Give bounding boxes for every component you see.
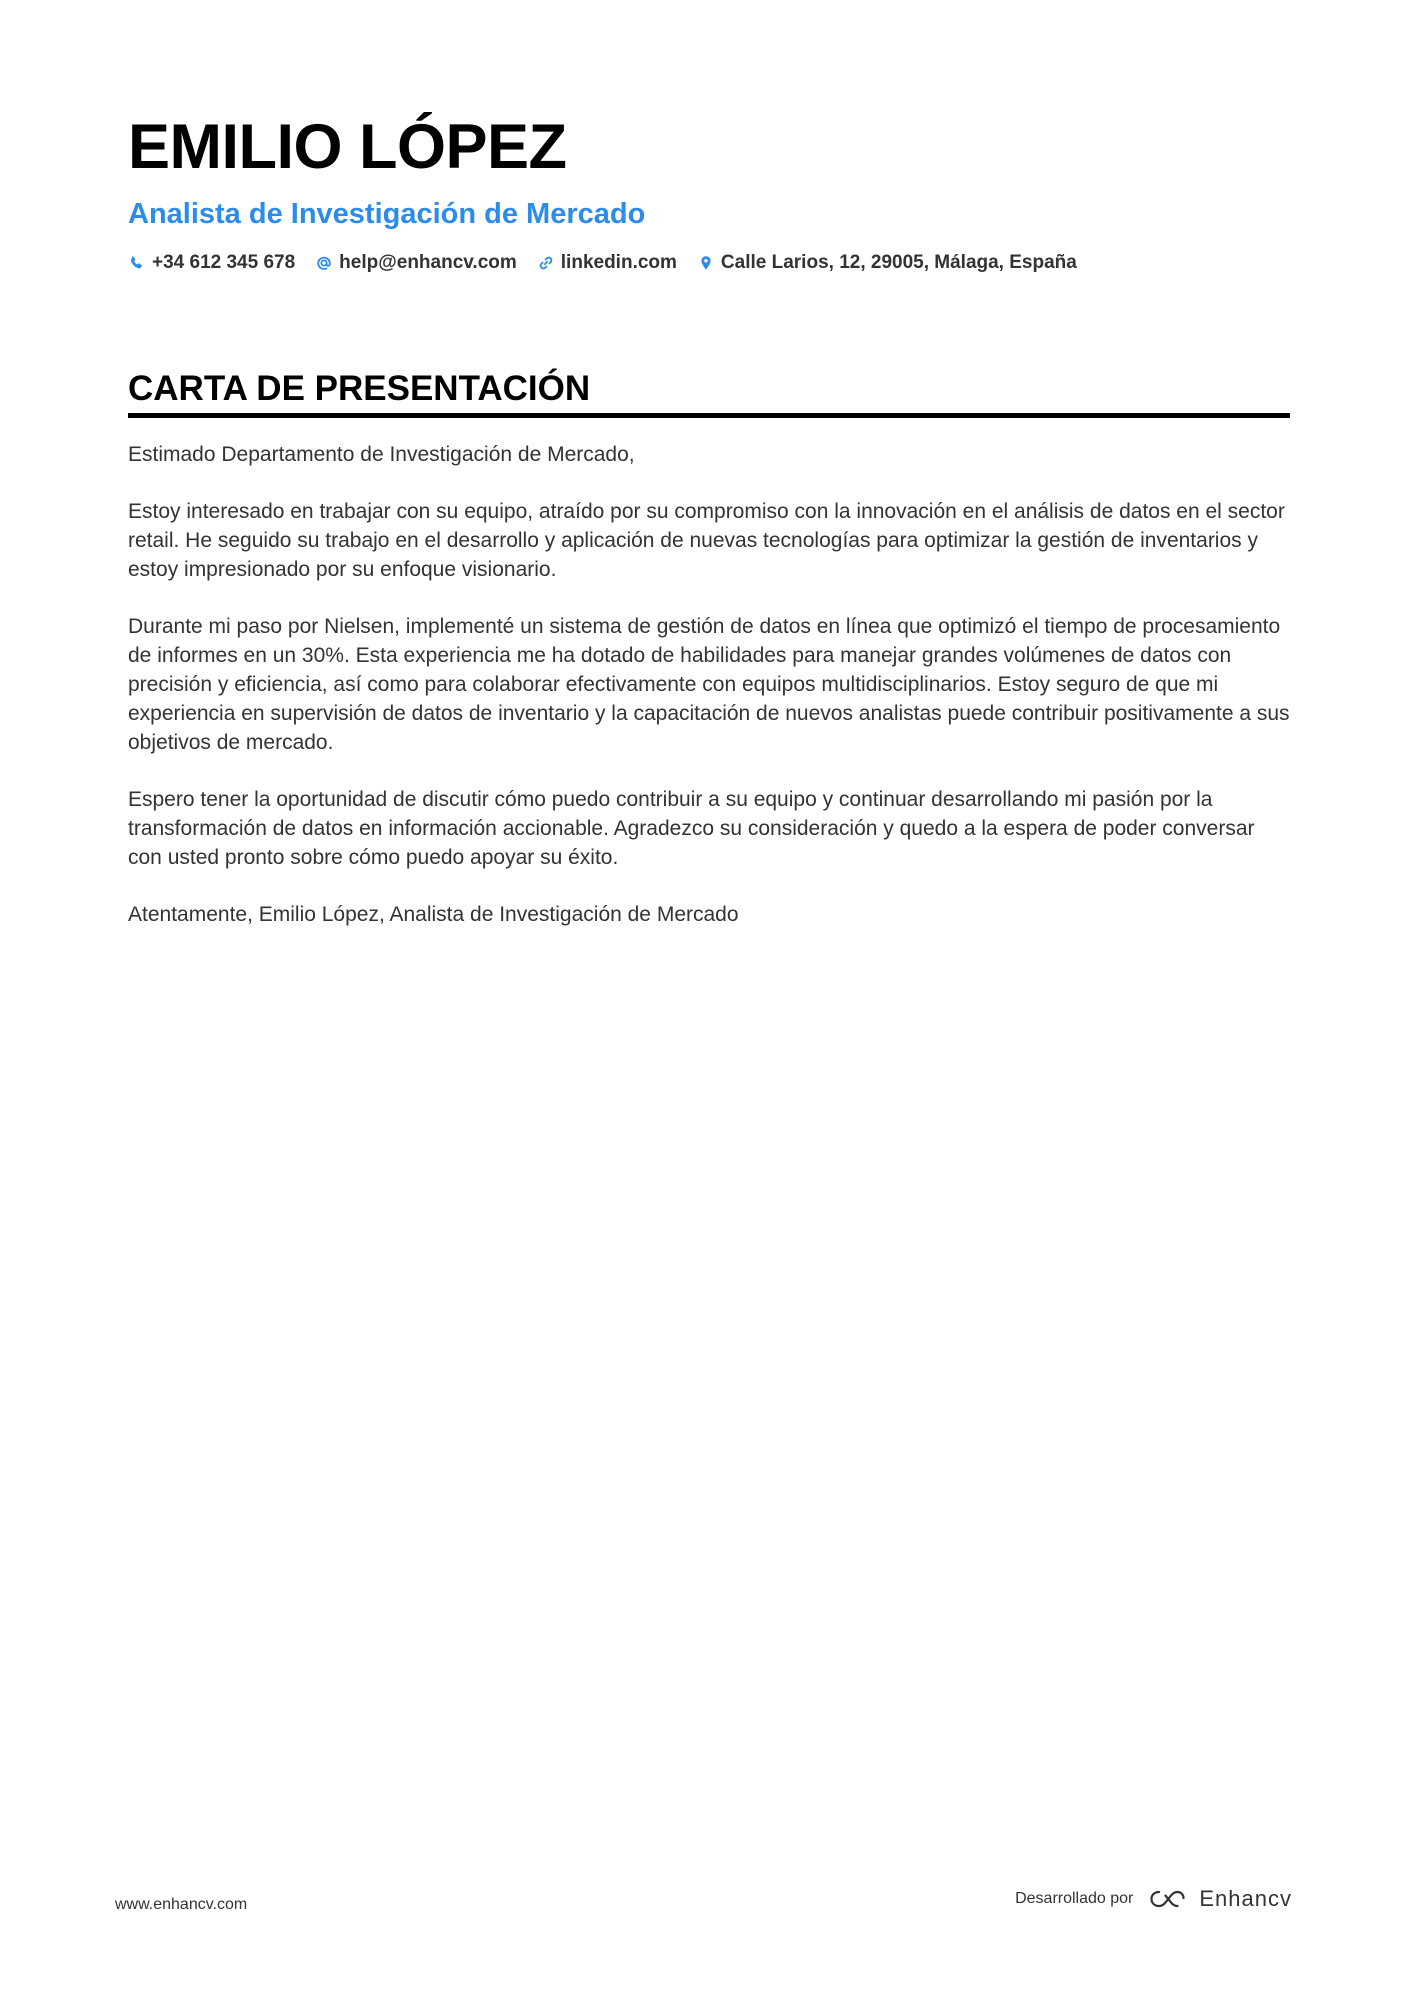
contact-bar [128,252,1288,274]
letter-paragraph: Estoy interesado en trabajar con su equipo, atraído por su compromiso con la innovación en el análisis de datos en el sector retail. He seguido su trabajo en el desarrollo y aplicación de nuevas tecnologías para optimizar la gestión de inventarios y estoy impresionado por su enfoque visionario. [128,500,1285,581]
powered-by-label: Desarrollado por [1015,1890,1134,1907]
contact-email[interactable] [315,252,517,274]
enhancv-logo-icon [1145,1887,1191,1911]
location-pin-icon [697,254,715,272]
section-title: CARTA DE PRESENTACIÓN [128,367,1290,418]
footer-website[interactable]: www.enhancv.com [115,1896,248,1913]
linkedin-text: linkedin.com [560,252,677,273]
phone-text: +34 612 345 678 [152,252,296,273]
contact-phone [128,252,295,274]
letter-paragraph: Espero tener la oportunidad de discutir cómo puedo contribuir a su equipo y continuar desarrollando mi pasión por la transformación de datos en información accionable. Agradezco su consideración y quedo a la espera de poder conversar con usted pronto sobre cómo puedo apoyar su éxito. [128,788,1255,869]
brand-name: Enhancv [1199,1886,1292,1911]
address-text: Calle Larios, 12, 29005, Málaga, España [720,252,1077,273]
at-icon [315,254,333,272]
letter-closing: Atentamente, Emilio López, Analista de Investigación de Mercado [128,903,739,926]
contact-linkedin[interactable] [537,252,677,274]
letter-body [128,440,1290,929]
footer-branding [1015,1886,1292,1912]
header [128,108,1288,274]
contact-address [697,252,1077,274]
candidate-name: EMILIO LÓPEZ [128,112,567,182]
letter-greeting: Estimado Departamento de Investigación de Mercado, [128,443,635,466]
phone-icon [128,254,146,272]
letter-paragraph: Durante mi paso por Nielsen, implementé un sistema de gestión de datos en línea que optimizó el tiempo de procesamiento de informes en un 30%. Esta experiencia me ha dotado de habilidades para manejar grandes volúmenes de datos con precisión y eficiencia, así como para colaborar efectivamente con equipos multidisciplinarios. Estoy seguro de que mi experiencia en supervisión de datos de inventario y la capacitación de nuevos analistas puede contribuir positivamente a sus objetivos de mercado. [128,615,1290,754]
email-text: help@enhancv.com [339,252,517,273]
job-title: Analista de Investigación de Mercado [128,198,646,230]
cover-letter-section [128,367,1290,957]
link-icon [537,254,555,272]
